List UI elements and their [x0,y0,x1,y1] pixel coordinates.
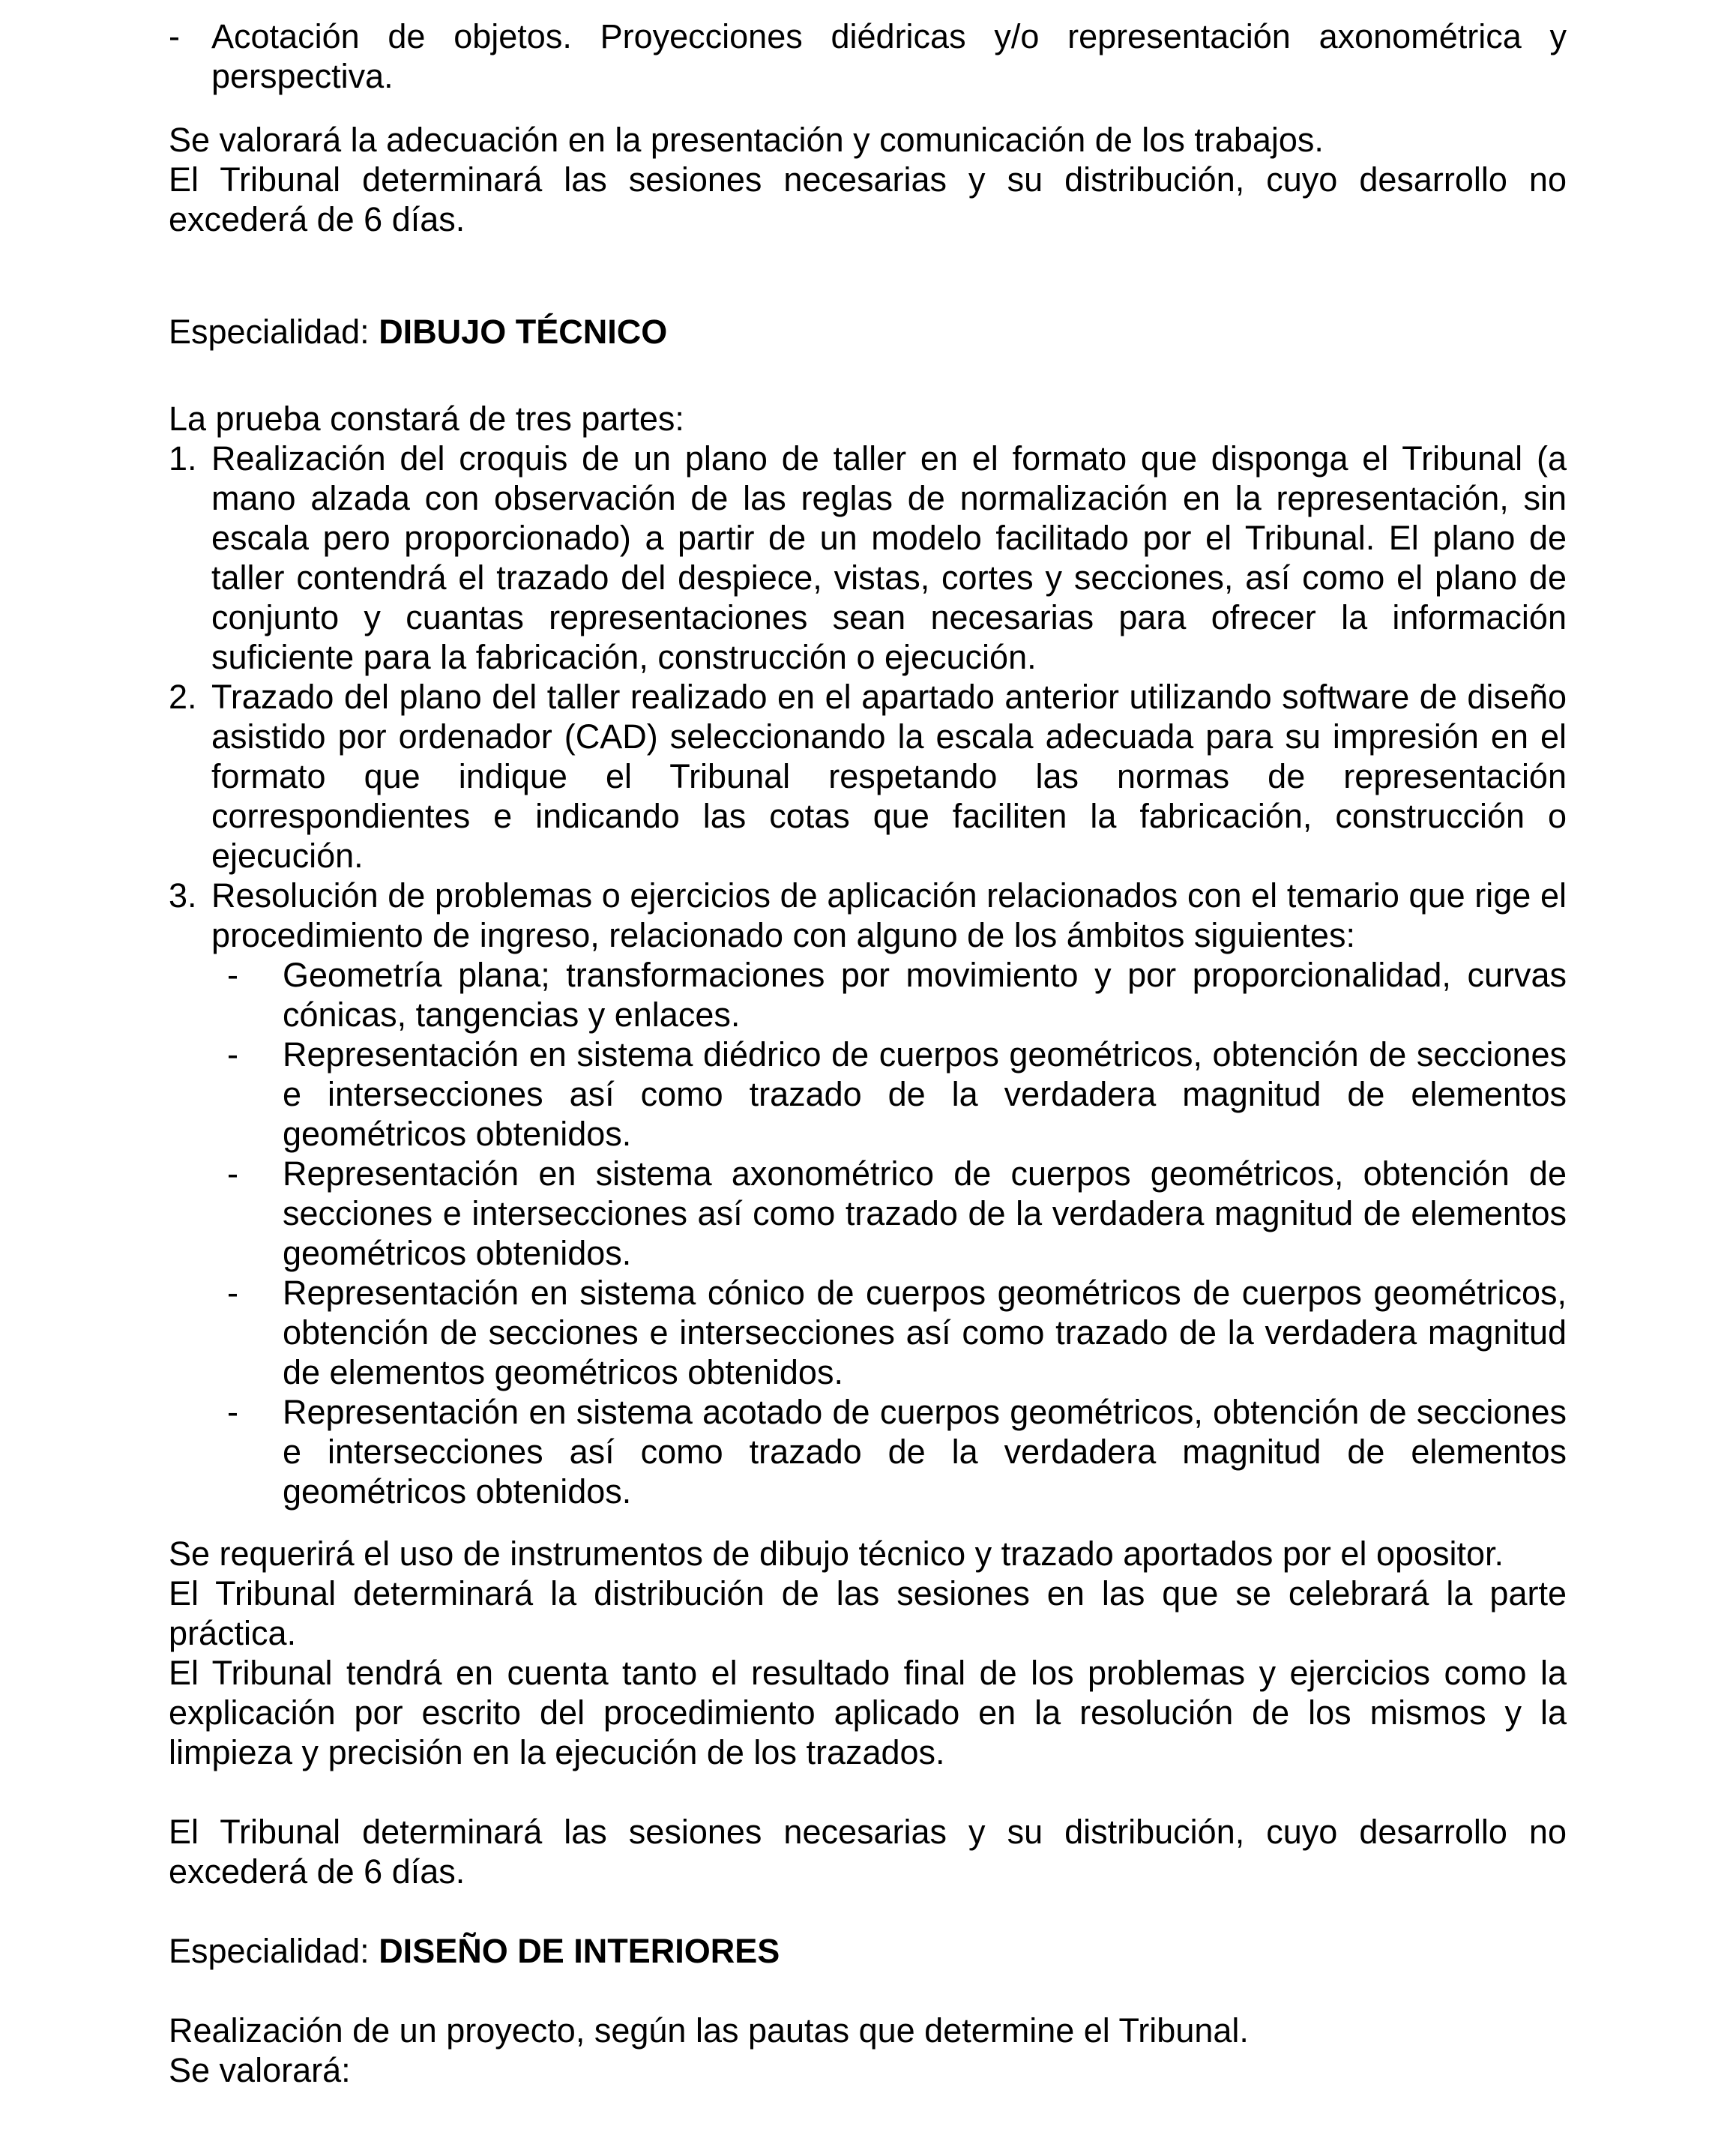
especialidad-label: Especialidad: [169,313,379,351]
paragraph-tribunal-sesiones-2: El Tribunal determinará las sesiones necesarias y su distribución, cuyo desarrollo no excederá de 6 días. [169,1813,1567,1891]
especialidad-label: Especialidad: [169,1932,379,1970]
especialidad-dibujo-tecnico-heading [169,312,1567,352]
top-bullet-item [169,16,1567,96]
ambito-item-2 [169,1035,1567,1154]
parte-number: 2. [169,678,197,716]
parte-number: 3. [169,876,197,915]
parte-number: 1. [169,439,197,478]
paragraph-se-requerira: Se requerirá el uso de instrumentos de dibujo técnico y trazado aportados por el opositor. [169,1535,1504,1573]
ambito-item-4 [169,1273,1567,1392]
paragraph-se-valorara: Se valorará la adecuación en la presentación y comunicación de los trabajos. [169,121,1324,159]
dash-marker: - [169,17,180,55]
paragraph-se-valorara-final: Se valorará: [169,2051,351,2089]
ambito-text: Geometría plana; transformaciones por movimiento y por proporcionalidad, curvas cónicas, tangencias y enlaces. [283,956,1567,1034]
especialidad-title: DISEÑO DE INTERIORES [379,1932,780,1970]
parte-item-2 [169,677,1567,876]
parte-item-3 [169,876,1567,955]
paragraph-tribunal-tendra: El Tribunal tendrá en cuenta tanto el resultado final de los problemas y ejercicios como la explicación por escrito del procedimiento aplicado en la resolución de los mismos y la limpieza y precisión en la ejecución de los trazados. [169,1654,1567,1771]
dash-marker: - [227,1393,238,1431]
ambito-item-5 [169,1392,1567,1511]
top-bullet-text: Acotación de objetos. Proyecciones diédricas y/o representación axonométrica y perspectiva. [211,17,1567,95]
dash-marker: - [227,1154,238,1193]
ambito-text: Representación en sistema diédrico de cuerpos geométricos, obtención de secciones e intersecciones así como trazado de la verdadera magnitud de elementos geométricos obtenidos. [283,1035,1567,1153]
parte-text: Trazado del plano del taller realizado en el apartado anterior utilizando software de diseño asistido por ordenador (CAD) seleccionando la escala adecuada para su impresión en el formato que indique el Tribunal respetando las normas de representación correspondientes e indicando las cotas que faciliten la fabricación, construcción o ejecución. [211,678,1567,875]
dash-marker: - [227,1035,238,1074]
ambito-text: Representación en sistema cónico de cuerpos geométricos de cuerpos geométricos, obtención de secciones e intersecciones así como trazado de la verdadera magnitud de elementos geométricos obtenidos. [283,1274,1567,1391]
dash-marker: - [227,1274,238,1312]
ambito-item-3 [169,1154,1567,1273]
ambito-text: Representación en sistema acotado de cuerpos geométricos, obtención de secciones e intersecciones así como trazado de la verdadera magnitud de elementos geométricos obtenidos. [283,1393,1567,1511]
parte-text: Realización del croquis de un plano de taller en el formato que disponga el Tribunal (a mano alzada con observación de las reglas de normalización en la representación, sin escala pero proporcionado) a partir de un modelo facilitado por el Tribunal. El plano de taller contendrá el trazado del despiece, vistas, cortes y secciones, así como el plano de conjunto y cuantas representaciones sean necesarias para ofrecer la información suficiente para la fabricación, construcción o ejecución. [211,439,1567,676]
paragraph-tribunal-distribucion: El Tribunal determinará la distribución de las sesiones en las que se celebrará la parte práctica. [169,1574,1567,1652]
ambito-text: Representación en sistema axonométrico de cuerpos geométricos, obtención de secciones e intersecciones así como trazado de la verdadera magnitud de elementos geométricos obtenidos. [283,1154,1567,1272]
ambito-item-1 [169,955,1567,1035]
especialidad-title: DIBUJO TÉCNICO [379,313,668,351]
paragraph-tribunal-sesiones: El Tribunal determinará las sesiones necesarias y su distribución, cuyo desarrollo no excederá de 6 días. [169,160,1567,238]
parte-item-1 [169,439,1567,677]
paragraph-la-prueba: La prueba constará de tres partes: [169,400,684,438]
parte-text: Resolución de problemas o ejercicios de aplicación relacionados con el temario que rige el procedimiento de ingreso, relacionado con alguno de los ámbitos siguientes: [211,876,1567,954]
paragraph-realizacion: Realización de un proyecto, según las pautas que determine el Tribunal. [169,2011,1249,2050]
dash-marker: - [227,956,238,994]
especialidad-diseno-interiores-heading [169,1931,1567,1971]
